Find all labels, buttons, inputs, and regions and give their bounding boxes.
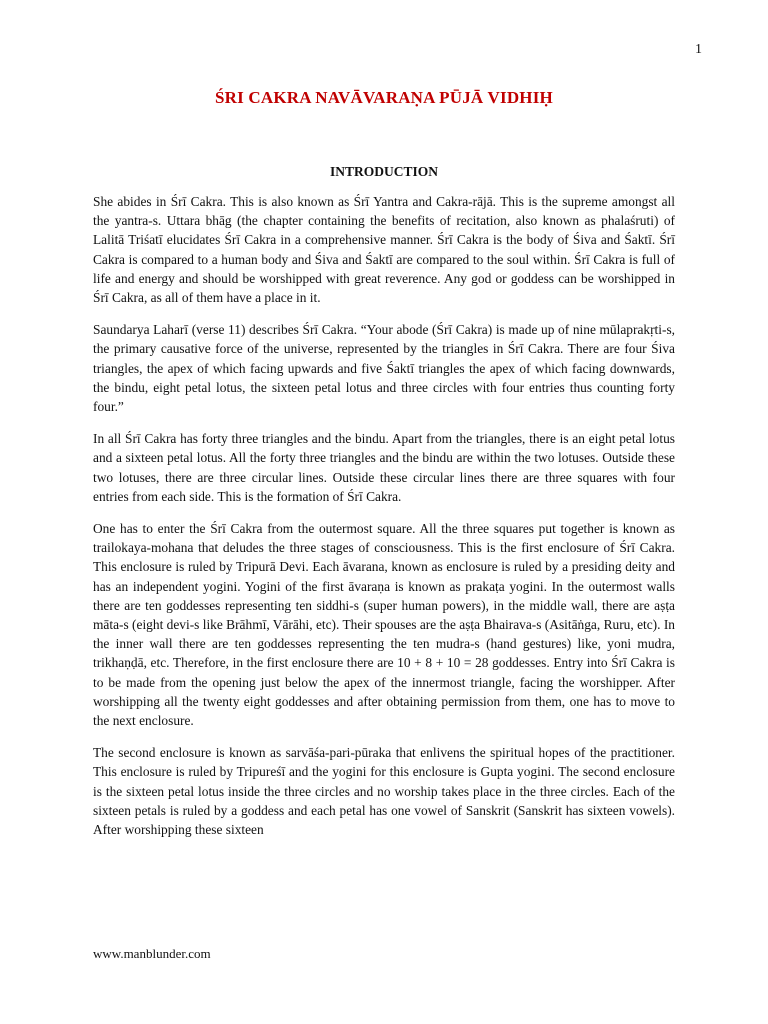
paragraph: The second enclosure is known as sarvāśa-pari-pūraka that enlivens the spiritual hopes of the practitioner. This enclosure is ruled by Tripureśī and the yogini for this enclosure is Gupta yogini. The second enclosure is the sixteen petal lotus inside the three circles and no worship takes place in the three circles. Each of the sixteen petals is ruled by a goddess and each petal has one vowel of Sanskrit (Sanskrit has sixteen vowels). After worshipping these sixteen bbox=[93, 745, 675, 838]
paragraph: In all Śrī Cakra has forty three triangles and the bindu. Apart from the triangles, there is an eight petal lotus and a sixteen petal lotus. All the forty three triangles and the bindu are within the two lotuses. Outside these two lotuses, there are three circular lines. Outside these circular lines there are three squares with four entries from each side. This is the formation of Śrī Cakra. bbox=[93, 431, 675, 504]
page-number: 1 bbox=[695, 42, 702, 57]
paragraph: She abides in Śrī Cakra. This is also known as Śrī Yantra and Cakra-rājā. This is the supreme amongst all the yantra-s. Uttara bhāg (the chapter containing the benefits of recitation, also known as phalaśruti) of Lalitā Triśatī elucidates Śrī Cakra in a comprehensive manner. Śrī Cakra is the body of Śiva and Śaktī. Śrī Cakra is compared to a human body and Śiva and Śaktī are compared to the soul within. Śrī Cakra is full of life and energy and should be worshipped with great reverence. Any god or goddess can be worshipped in Śrī Cakra, as all of them have a place in it. bbox=[93, 194, 675, 306]
document-title: ŚRI CAKRA NAVĀVARAṆA PŪJĀ VIDHIḤ bbox=[215, 88, 553, 107]
document-body bbox=[93, 192, 675, 852]
section-heading: INTRODUCTION bbox=[329, 164, 438, 179]
paragraph: Saundarya Laharī (verse 11) describes Śrī Cakra. “Your abode (Śrī Cakra) is made up of nine mūlaprakṛti-s, the primary causative force of the universe, represented by the triangles in Śrī Cakra. There are four Śiva triangles, the apex of which facing upwards and five Śaktī triangles the apex of which facing downwards, the bindu, eight petal lotus, the sixteen petal lotus and three circles with four entries thus counting forty four.” bbox=[93, 322, 675, 415]
paragraph: One has to enter the Śrī Cakra from the outermost square. All the three squares put together is known as trailokaya-mohana that deludes the three stages of consciousness. This is the first enclosure of Śrī Cakra. This enclosure is ruled by Tripurā Devi. Each āvarana, known as enclosure is ruled by a presiding deity and has an independent yogini. Yogini of the first āvaraṇa is known as prakaṭa yogini. In the outermost walls there are ten goddesses representing ten siddhi-s (super human powers), in the middle wall, there are aṣṭa māta-s (eight devi-s like Brāhmī, Vārāhi, etc). Their spouses are the aṣṭa Bhairava-s (Asitāṅga, Ruru, etc). In the inner wall there are ten goddesses representing the ten mudra-s (hand gestures) like, yoni mudra, trikhaṇḍā, etc. Therefore, in the first enclosure there are 10 + 8 + 10 = 28 goddesses. Entry into Śrī Cakra is to be made from the opening just below the apex of the innermost triangle, facing the worshipper. After worshipping all the twenty eight goddesses and after obtaining permission from them, one has to move to the next enclosure. bbox=[93, 521, 675, 729]
footer-url[interactable]: www.manblunder.com bbox=[93, 946, 211, 961]
